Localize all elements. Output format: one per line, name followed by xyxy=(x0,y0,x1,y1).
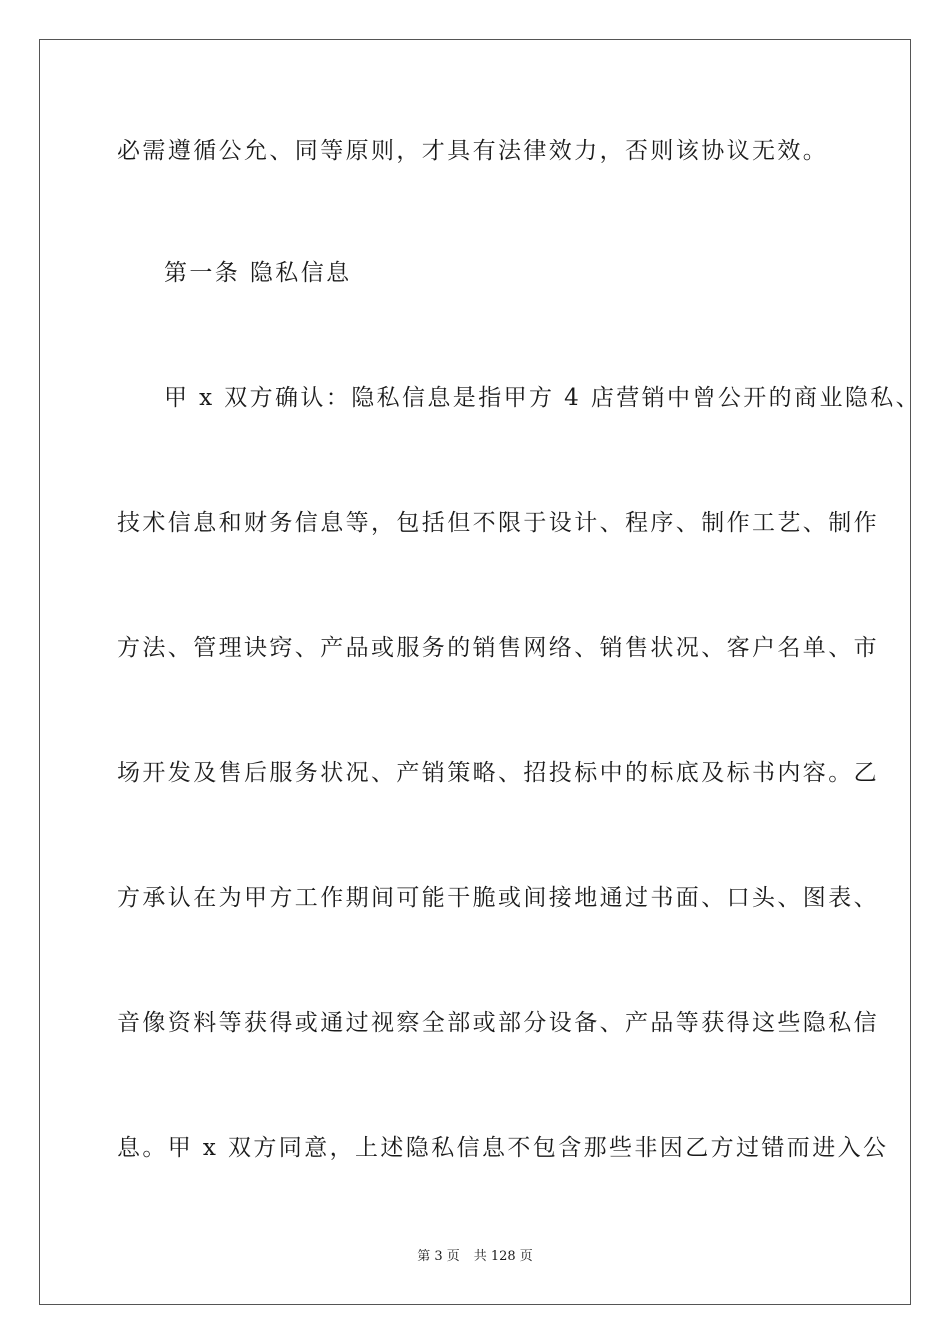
body-line-8: 息。甲 x 双方同意，上述隐私信息不包含那些非因乙方过错而进入公 xyxy=(117,1135,889,1161)
article-heading: 第一条 隐私信息 xyxy=(164,260,352,286)
body-line-5: 场开发及售后服务状况、产销策略、招投标中的标底及标书内容。乙 xyxy=(117,760,879,786)
body-line-2: 甲 x 双方确认：隐私信息是指甲方 4 店营销中曾公开的商业隐私、 xyxy=(164,385,922,411)
page-number: 第 3 页 xyxy=(417,1249,460,1264)
page-total: 共 128 页 xyxy=(473,1249,533,1264)
body-line-7: 音像资料等获得或通过视察全部或部分设备、产品等获得这些隐私信 xyxy=(117,1010,879,1036)
body-line-1: 必需遵循公允、同等原则，才具有法律效力，否则该协议无效。 xyxy=(117,138,829,164)
body-line-3: 技术信息和财务信息等，包括但不限于设计、程序、制作工艺、制作 xyxy=(117,510,879,536)
page-border xyxy=(39,39,922,1305)
body-line-4: 方法、管理诀窍、产品或服务的销售网络、销售状况、客户名单、市 xyxy=(117,635,879,661)
page-footer xyxy=(0,1248,950,1266)
body-line-6: 方承认在为甲方工作期间可能干脆或间接地通过书面、口头、图表、 xyxy=(117,885,879,911)
